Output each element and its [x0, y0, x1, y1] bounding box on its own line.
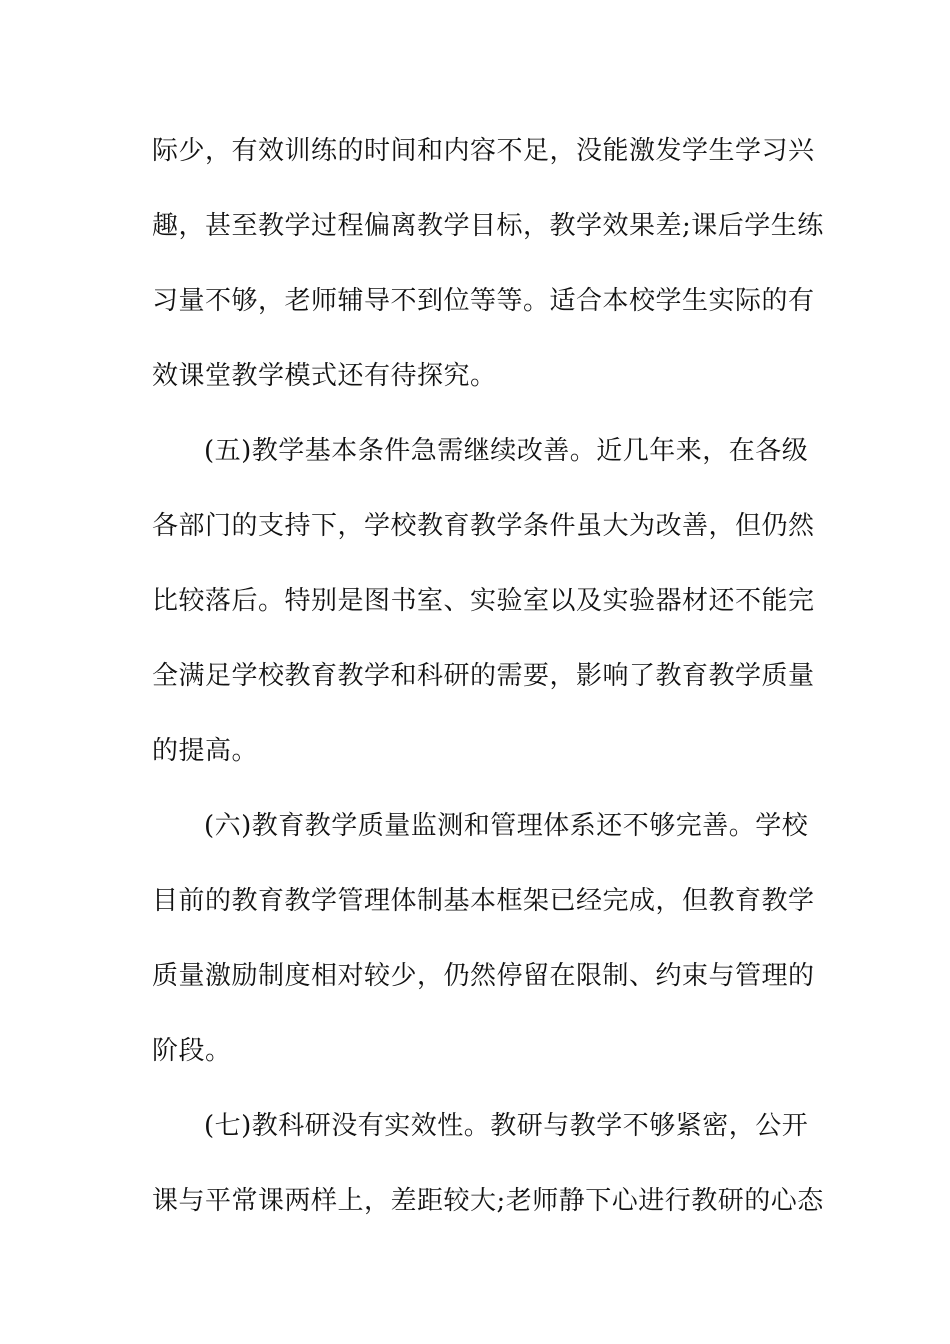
text-line: 全满足学校教育教学和科研的需要，影响了教育教学质量	[152, 661, 815, 691]
text-line: 质量激励制度相对较少，仍然停留在限制、约束与管理的	[152, 961, 815, 991]
text-line: 效课堂教学模式还有待探究。	[152, 361, 497, 391]
text-line: 习量不够，老师辅导不到位等等。适合本校学生实际的有	[152, 286, 815, 316]
text-line: 各部门的支持下，学校教育教学条件虽大为改善，但仍然	[152, 511, 815, 541]
text-line: 目前的教育教学管理体制基本框架已经完成，但教育教学	[152, 886, 815, 916]
text-line: 际少，有效训练的时间和内容不足，没能激发学生学习兴	[152, 136, 815, 166]
text-line: 比较落后。特别是图书室、实验室以及实验器材还不能完	[152, 586, 815, 616]
body-text	[152, 123, 824, 1248]
section-heading-line: (五)教学基本条件急需继续改善。近几年来，在各级	[204, 436, 809, 466]
text-line: 的提高。	[152, 736, 259, 766]
section-heading-line: (七)教科研没有实效性。教研与教学不够紧密，公开	[204, 1111, 809, 1141]
section-heading-line: (六)教育教学质量监测和管理体系还不够完善。学校	[204, 811, 809, 841]
text-line: 趣，甚至教学过程偏离教学目标，教学效果差;课后学生练	[152, 211, 824, 241]
text-line: 阶段。	[152, 1036, 232, 1066]
text-line: 课与平常课两样上，差距较大;老师静下心进行教研的心态	[152, 1186, 824, 1216]
